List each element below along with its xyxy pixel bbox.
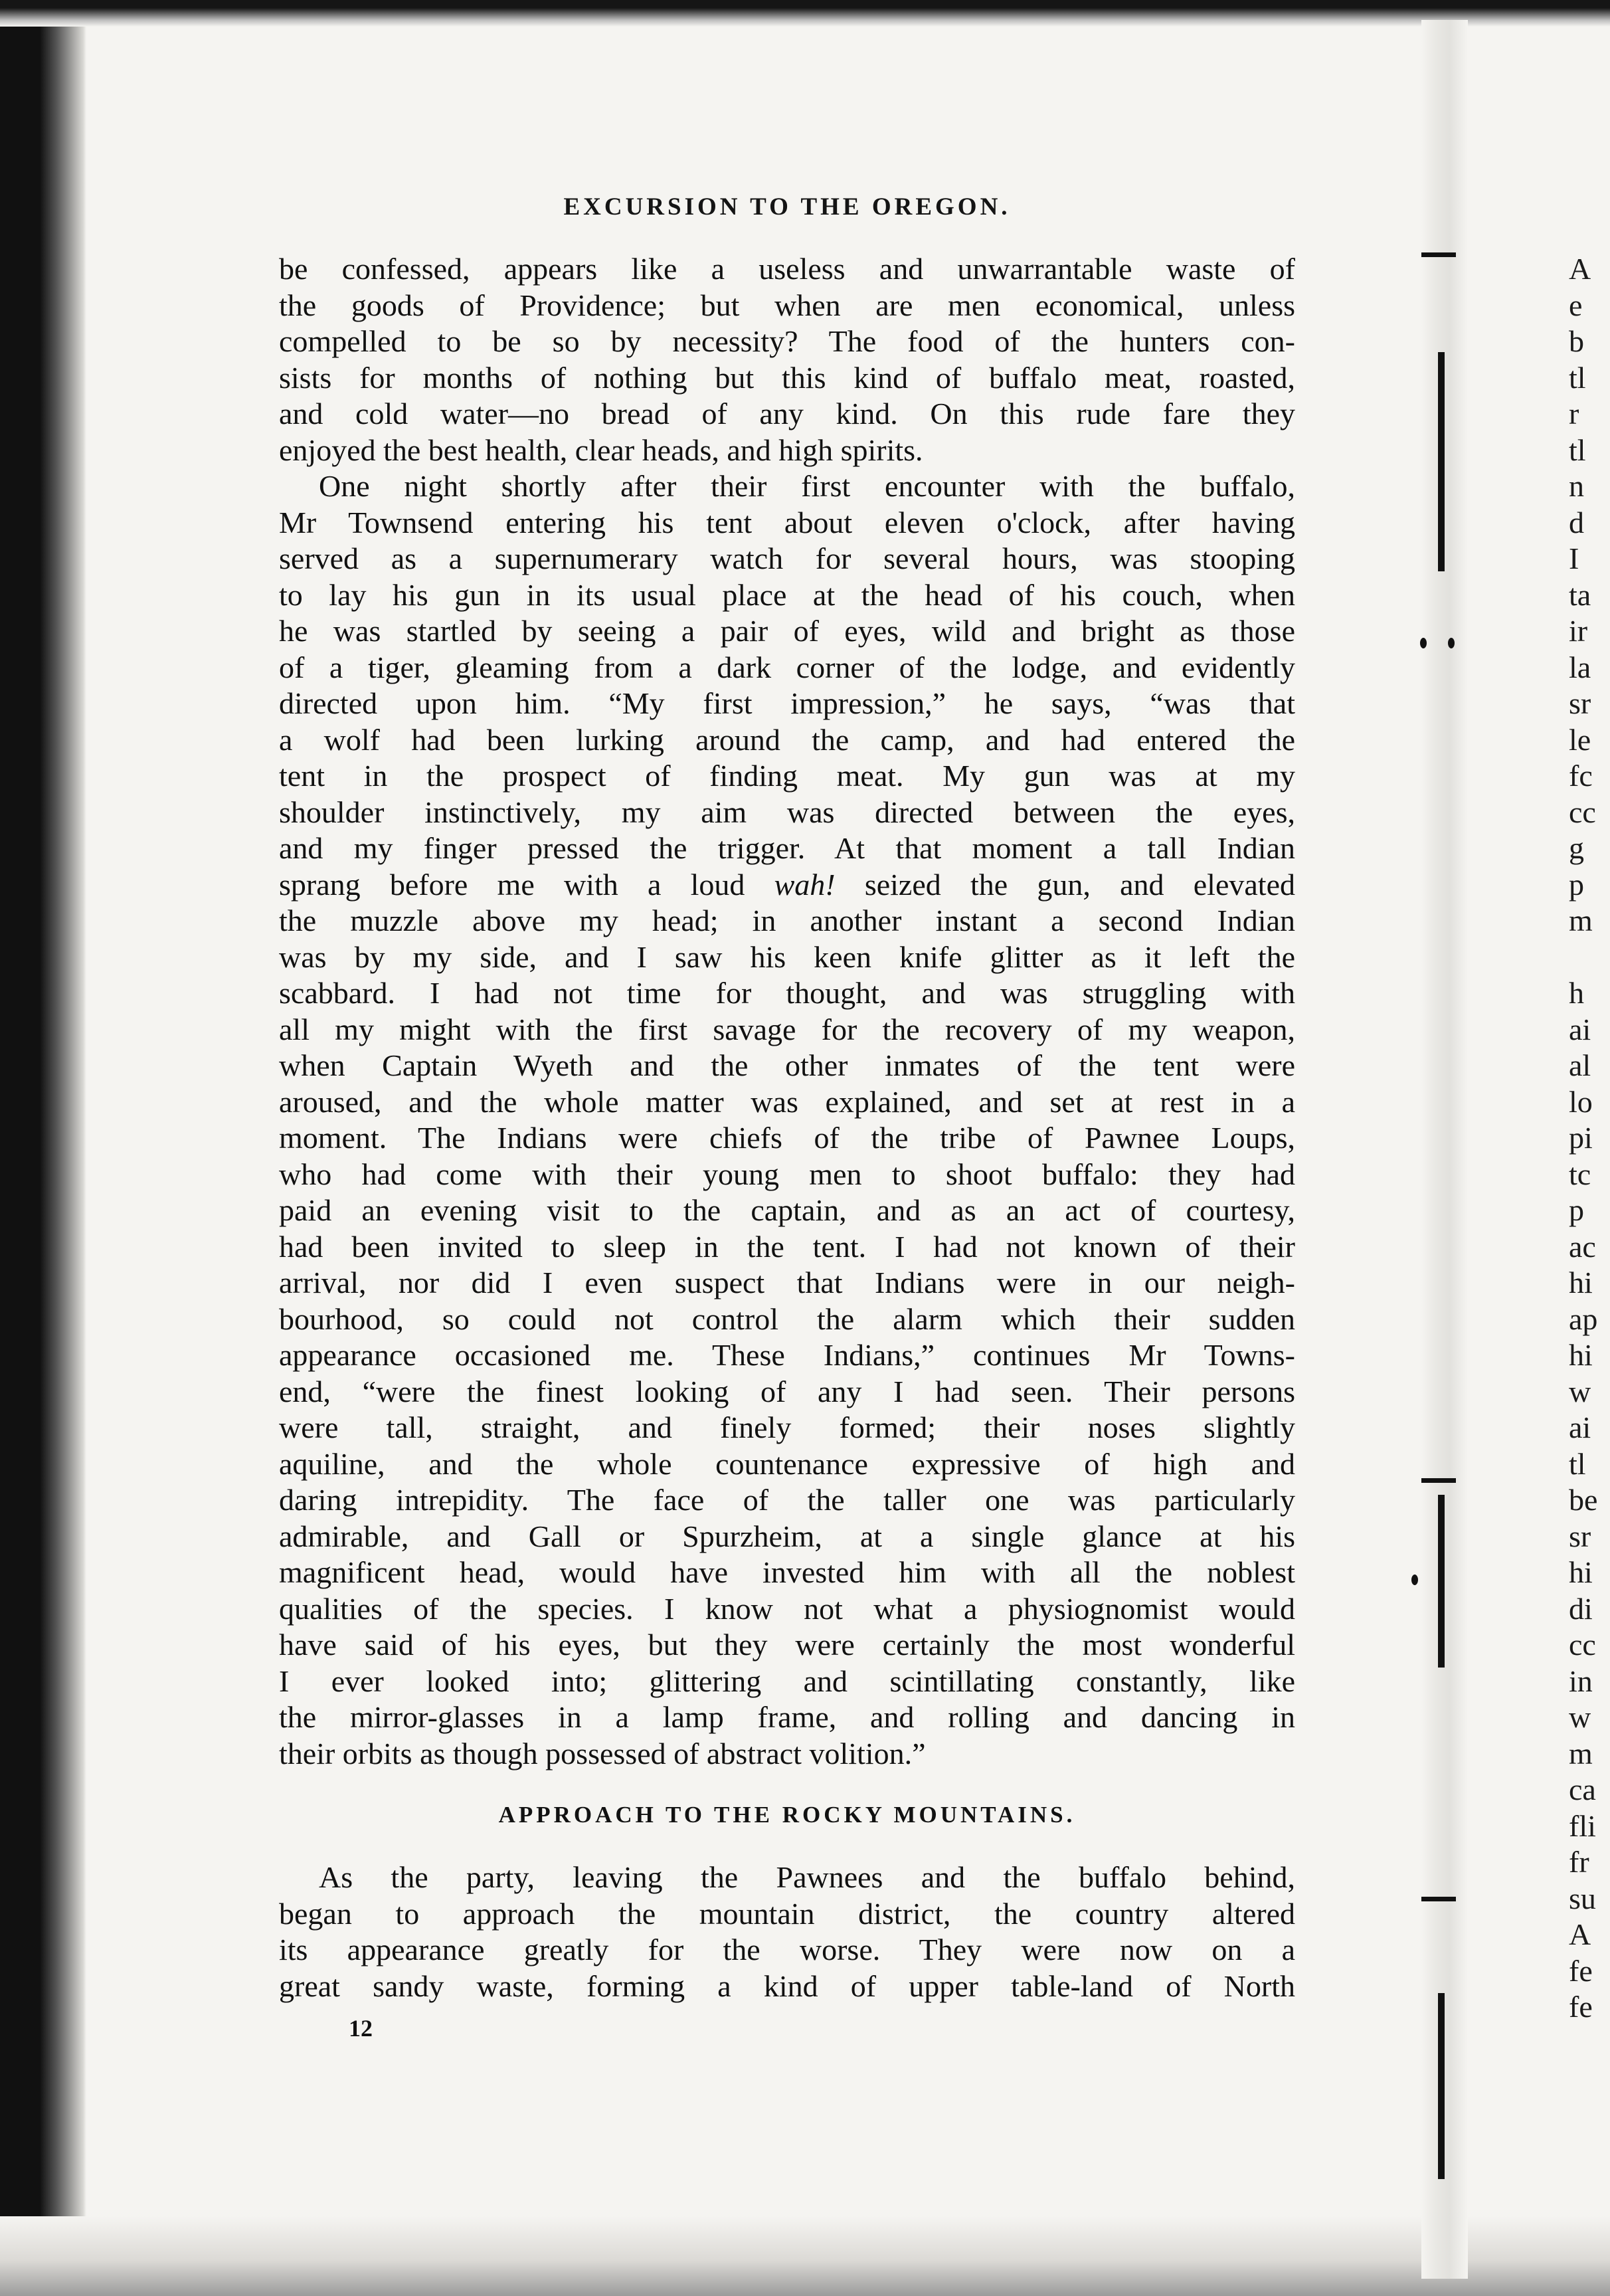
text-line: was by my side, and I saw his keen knife glitter as it left the xyxy=(279,939,1295,974)
facing-fragment: tc xyxy=(1569,1157,1591,1191)
page-body xyxy=(279,251,1295,2004)
facing-fragment: hi xyxy=(1569,1555,1593,1589)
facing-fragment: hi xyxy=(1569,1338,1593,1372)
facing-fragment: ac xyxy=(1569,1229,1596,1264)
facing-fragment: be xyxy=(1569,1483,1598,1517)
facing-fragment: hi xyxy=(1569,1266,1593,1299)
text-line: great sandy waste, forming a kind of upper table-land of North xyxy=(279,1968,1295,2003)
facing-fragment: b xyxy=(1569,324,1584,358)
text-line: be confessed, appears like a useless and unwarrantable waste of xyxy=(279,252,1295,286)
facing-fragment: r xyxy=(1569,397,1579,430)
text-line: the muzzle above my head; in another instant a second Indian xyxy=(279,904,1295,937)
binding-stitch xyxy=(1438,352,1445,571)
text-line: sists for months of nothing but this kind of buffalo meat, roasted, xyxy=(279,360,1295,395)
facing-fragment: m xyxy=(1569,904,1593,937)
facing-fragment: h xyxy=(1569,976,1584,1010)
facing-fragment: lo xyxy=(1569,1084,1593,1119)
facing-fragment: w xyxy=(1569,1374,1591,1408)
text-line: aquiline, and the whole countenance expressive of high and xyxy=(279,1446,1295,1481)
stitch-tick xyxy=(1421,252,1456,257)
text-line: tent in the prospect of finding meat. My gun was at my xyxy=(279,759,1295,793)
facing-fragment: A xyxy=(1569,252,1591,286)
facing-fragment: ta xyxy=(1569,577,1591,612)
text-line: sprang before me with a loud wah! seized the gun, and elevated xyxy=(279,867,1295,902)
text-line: all my might with the first savage for the recovery of my weapon, xyxy=(279,1012,1295,1046)
facing-fragment: A xyxy=(1569,1917,1591,1951)
facing-fragment: ai xyxy=(1569,1410,1591,1444)
text-line: magnificent head, would have invested him with all the noblest xyxy=(279,1555,1295,1589)
facing-fragment: tl xyxy=(1569,432,1586,467)
ink-speck xyxy=(1448,638,1455,648)
page-gutter xyxy=(1421,20,1468,2279)
ink-speck xyxy=(1420,638,1427,648)
text-line: moment. The Indians were chiefs of the tribe of Pawnee Loups, xyxy=(279,1121,1295,1155)
stitch-tick xyxy=(1421,1478,1456,1483)
text-line: the mirror-glasses in a lamp frame, and rolling and dancing in xyxy=(279,1700,1295,1734)
text-line: and cold water—no bread of any kind. On this rude fare they xyxy=(279,397,1295,430)
text-line: appearance occasioned me. These Indians,” continues Mr Towns- xyxy=(279,1338,1295,1372)
text-line: bourhood, so could not control the alarm which their sudden xyxy=(279,1301,1295,1336)
text-line: I ever looked into; glittering and scintillating constantly, like xyxy=(279,1664,1295,1698)
text-line: their orbits as though possessed of abstract volition.” xyxy=(279,1736,926,1770)
facing-fragment: w xyxy=(1569,1700,1591,1734)
text-line: enjoyed the best health, clear heads, and high spirits. xyxy=(279,432,923,467)
facing-fragment: di xyxy=(1569,1591,1593,1626)
facing-fragment: p xyxy=(1569,867,1584,902)
facing-fragment: tl xyxy=(1569,360,1586,395)
text-line: the goods of Providence; but when are men economical, unless xyxy=(279,288,1295,322)
text-line: compelled to be so by necessity? The food of the hunters con- xyxy=(279,324,1295,358)
text-line: admirable, and Gall or Spurzheim, at a single glance at his xyxy=(279,1519,1295,1553)
text-line: have said of his eyes, but they were certainly the most wonderful xyxy=(279,1628,1295,1662)
facing-fragment: al xyxy=(1569,1048,1591,1082)
text-line: a wolf had been lurking around the camp, and had entered the xyxy=(279,722,1295,757)
text-line: its appearance greatly for the worse. They were now on a xyxy=(279,1933,1295,1966)
facing-fragment: le xyxy=(1569,722,1591,757)
text-line: had been invited to sleep in the tent. I had not known of their xyxy=(279,1229,1295,1264)
facing-fragment: fli xyxy=(1569,1808,1596,1843)
text-line: shoulder instinctively, my aim was directed between the eyes, xyxy=(279,795,1295,829)
text-line: paid an evening visit to the captain, and as an act of courtesy, xyxy=(279,1193,1295,1227)
facing-fragment: ap xyxy=(1569,1301,1598,1336)
text-line: daring intrepidity. The face of the taller one was particularly xyxy=(279,1483,1295,1517)
binding-stitch xyxy=(1438,1993,1445,2179)
body-paragraphs xyxy=(279,251,1295,1772)
text-line: scabbard. I had not time for thought, and was struggling with xyxy=(279,976,1295,1010)
stitch-tick xyxy=(1421,1897,1456,1901)
facing-fragment: I xyxy=(1569,541,1579,575)
facing-fragment: in xyxy=(1569,1664,1593,1698)
text-line: qualities of the species. I know not what a physiognomist would xyxy=(279,1591,1295,1626)
text-line: One night shortly after their first encounter with the buffalo, xyxy=(319,469,1295,503)
facing-fragment: tl xyxy=(1569,1446,1586,1481)
text-line: to lay his gun in its usual place at the head of his couch, when xyxy=(279,577,1295,612)
facing-fragment: su xyxy=(1569,1881,1596,1915)
page-number: 12 xyxy=(349,2015,373,2042)
facing-fragment: e xyxy=(1569,288,1583,322)
text-line: aroused, and the whole matter was explained, and set at rest in a xyxy=(279,1084,1295,1119)
text-line: arrival, nor did I even suspect that Indians were in our neigh- xyxy=(279,1266,1295,1299)
top-scan-edge xyxy=(0,0,1610,27)
facing-fragment: m xyxy=(1569,1736,1593,1770)
facing-page-fragments xyxy=(1569,251,1610,2026)
facing-fragment: n xyxy=(1569,469,1584,503)
facing-fragment: sr xyxy=(1569,1519,1591,1553)
bottom-scan-edge xyxy=(0,2216,1610,2296)
running-head: EXCURSION TO THE OREGON. xyxy=(563,193,1011,221)
facing-fragment: pi xyxy=(1569,1121,1593,1155)
ink-speck xyxy=(1411,1575,1418,1585)
facing-fragment: d xyxy=(1569,505,1584,539)
facing-fragment: ir xyxy=(1569,614,1588,648)
section-paragraph xyxy=(279,1860,1295,2004)
text-line: were tall, straight, and finely formed; their noses slightly xyxy=(279,1410,1295,1444)
facing-fragment: fc xyxy=(1569,759,1593,793)
text-line: began to approach the mountain district, the country altered xyxy=(279,1896,1295,1931)
facing-fragment: g xyxy=(1569,831,1584,865)
facing-fragment: fe xyxy=(1569,1953,1593,1988)
facing-fragment: p xyxy=(1569,1193,1584,1227)
text-line: and my finger pressed the trigger. At that moment a tall Indian xyxy=(279,831,1295,865)
text-line: As the party, leaving the Pawnees and the buffalo behind, xyxy=(319,1860,1295,1894)
book-binding-shadow xyxy=(0,0,86,2296)
text-line: end, “were the finest looking of any I had seen. Their persons xyxy=(279,1374,1295,1408)
facing-fragment xyxy=(1569,939,1610,976)
facing-fragment: la xyxy=(1569,650,1591,684)
facing-fragment: cc xyxy=(1569,1628,1596,1662)
facing-fragment: fr xyxy=(1569,1845,1589,1879)
facing-fragment: ai xyxy=(1569,1012,1591,1046)
text-line: he was startled by seeing a pair of eyes, wild and bright as those xyxy=(279,614,1295,648)
text-line: served as a supernumerary watch for several hours, was stooping xyxy=(279,541,1295,575)
binding-stitch xyxy=(1438,1495,1445,1668)
facing-fragment: ca xyxy=(1569,1772,1596,1806)
text-line: directed upon him. “My first impression,” he says, “was that xyxy=(279,686,1295,720)
facing-fragment: sr xyxy=(1569,686,1591,720)
section-heading: APPROACH TO THE ROCKY MOUNTAINS. xyxy=(498,1802,1076,1828)
facing-fragment: cc xyxy=(1569,795,1596,829)
text-line: Mr Townsend entering his tent about eleven o'clock, after having xyxy=(279,505,1295,539)
facing-fragment: fe xyxy=(1569,1990,1593,2024)
text-line: who had come with their young men to shoot buffalo: they had xyxy=(279,1157,1295,1191)
text-line: of a tiger, gleaming from a dark corner of the lodge, and evidently xyxy=(279,650,1295,684)
text-line: when Captain Wyeth and the other inmates of the tent were xyxy=(279,1048,1295,1082)
